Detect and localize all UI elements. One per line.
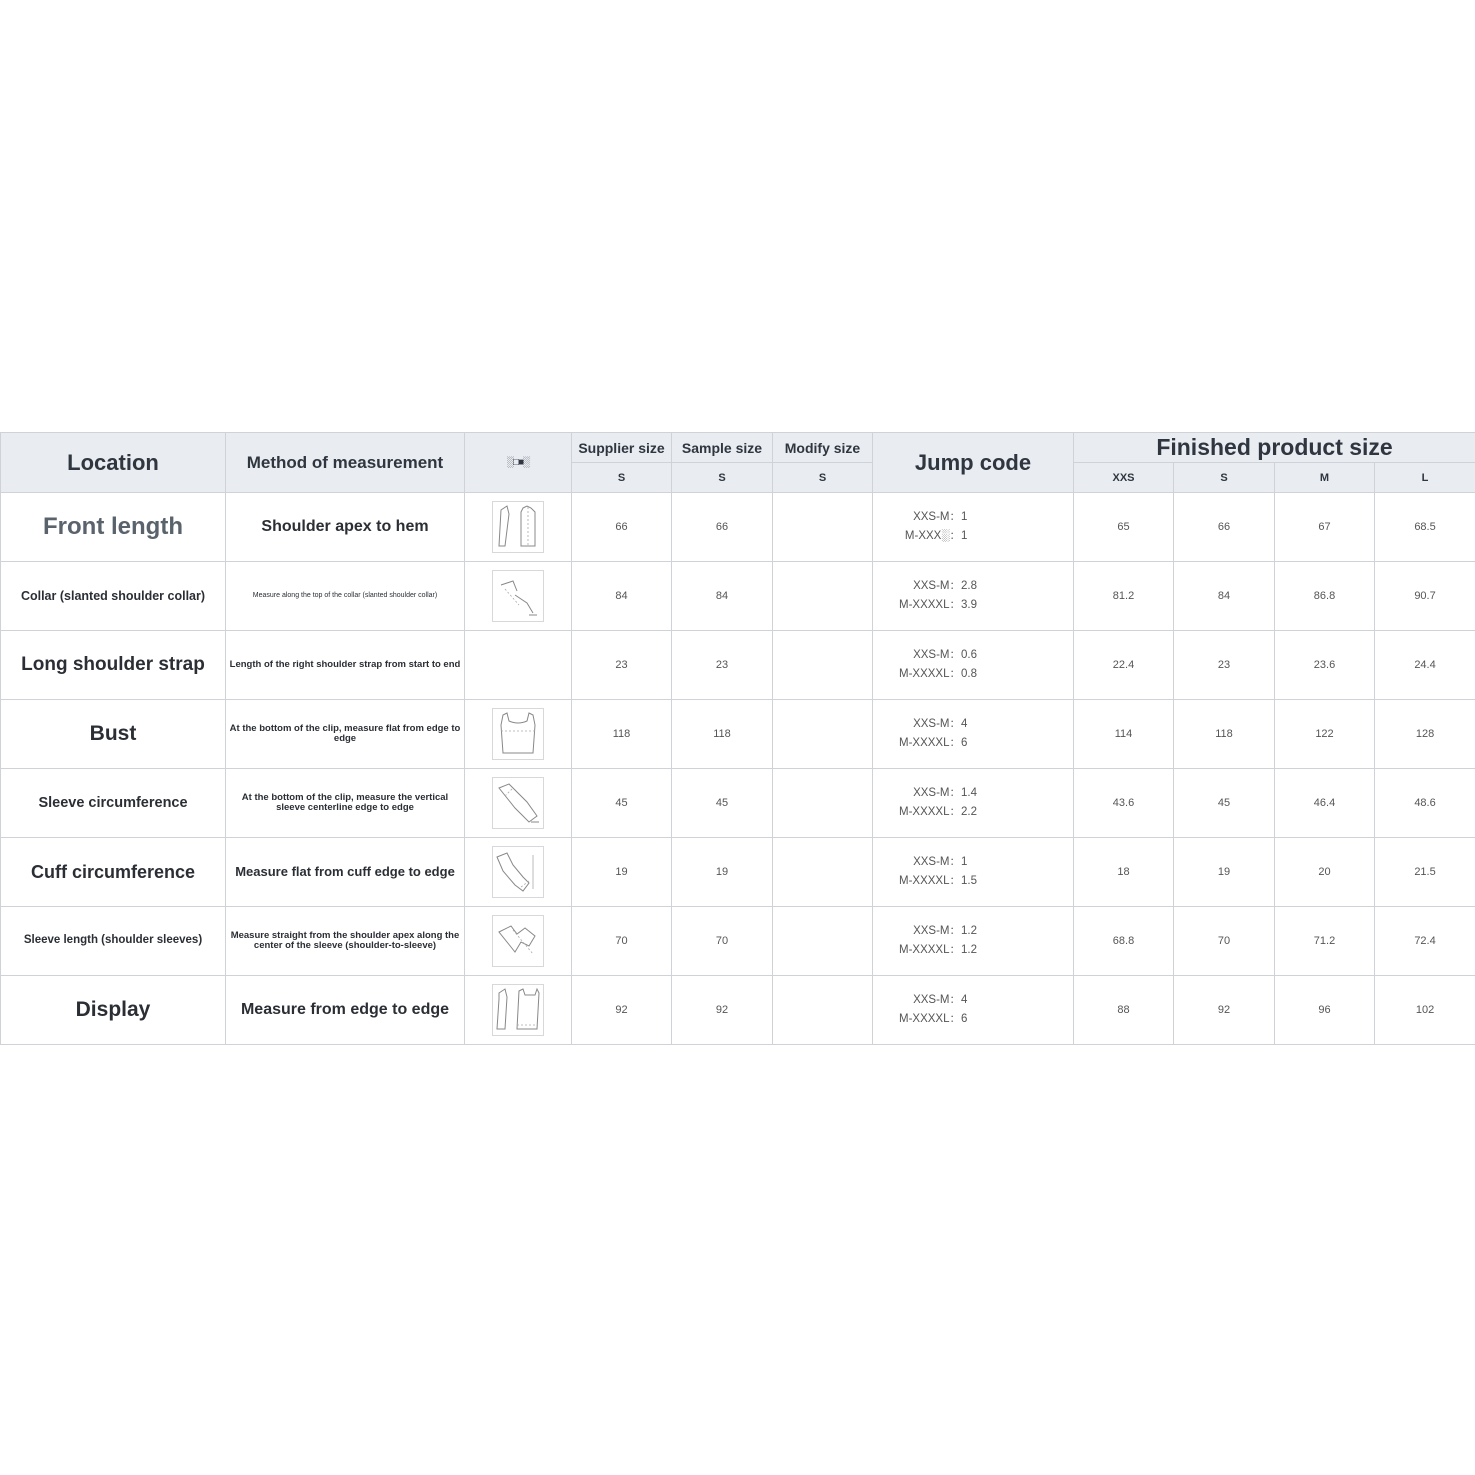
finished-s-cell: 45: [1174, 769, 1275, 838]
finished-xxs-cell: 43.6: [1074, 769, 1174, 838]
jump-code-cell: [873, 631, 1074, 700]
jump-m-xxxxl-label: M-XXXXL：: [899, 599, 961, 611]
method-cell: Shoulder apex to hem: [226, 493, 465, 562]
table-row: [1, 631, 1475, 700]
jump-xxs-m-label: XXS-M：: [913, 994, 961, 1006]
sleeve-length-sketch-icon: [492, 915, 544, 967]
supplier-size-cell: 19: [572, 838, 672, 907]
table-row: [1, 493, 1475, 562]
header-method: Method of measurement: [226, 433, 465, 493]
display-sketch-icon: [492, 984, 544, 1036]
sample-size-cell: 19: [672, 838, 773, 907]
table-row: [1, 907, 1475, 976]
header-supplier-size: Supplier size: [572, 433, 672, 463]
jump-xxs-m-value: 4: [961, 994, 968, 1006]
front-length-sketch-icon: [492, 501, 544, 553]
location-cell: Display: [1, 976, 226, 1045]
sample-size-cell: 66: [672, 493, 773, 562]
finished-m-cell: 86.8: [1275, 562, 1375, 631]
jump-m-xxxxl-label: M-XXXXL：: [899, 875, 961, 887]
method-cell: Measure straight from the shoulder apex along the center of the sleeve (shoulder-to-sleeve): [226, 907, 465, 976]
header-finished-product-size: Finished product size: [1074, 433, 1475, 463]
supplier-size-cell: 84: [572, 562, 672, 631]
modify-size-cell: [773, 907, 873, 976]
finished-xxs-cell: 22.4: [1074, 631, 1174, 700]
jump-m-xxxxl-value: 0.8: [961, 668, 977, 680]
finished-l-cell: 128: [1375, 700, 1475, 769]
modify-size-cell: [773, 700, 873, 769]
jump-xxs-m-value: 1: [961, 511, 968, 523]
finished-s-cell: 118: [1174, 700, 1275, 769]
finished-m-cell: 23.6: [1275, 631, 1375, 700]
finished-xxs-cell: 65: [1074, 493, 1174, 562]
table-row: [1, 562, 1475, 631]
sketch-cell: [465, 838, 572, 907]
jump-xxs-m-value: 2.8: [961, 580, 977, 592]
finished-l-cell: 68.5: [1375, 493, 1475, 562]
finished-l-cell: 102: [1375, 976, 1475, 1045]
finished-m-cell: 20: [1275, 838, 1375, 907]
sketch-cell: [465, 769, 572, 838]
finished-s-cell: 23: [1174, 631, 1275, 700]
jump-xxs-m-value: 1.4: [961, 787, 977, 799]
sketch-cell: [465, 493, 572, 562]
header-image: ░□■░: [465, 433, 572, 493]
header-jump-code: Jump code: [873, 433, 1074, 493]
jump-code-cell: [873, 493, 1074, 562]
jump-code-cell: [873, 838, 1074, 907]
jump-xxs-m-value: 1: [961, 856, 968, 868]
location-cell: Collar (slanted shoulder collar): [1, 562, 226, 631]
header-sample-sub: S: [672, 463, 773, 493]
sketch-cell: [465, 631, 572, 700]
sketch-cell: [465, 976, 572, 1045]
finished-l-cell: 90.7: [1375, 562, 1475, 631]
location-cell: Long shoulder strap: [1, 631, 226, 700]
finished-m-cell: 71.2: [1275, 907, 1375, 976]
table-row: [1, 700, 1475, 769]
jump-code-cell: [873, 976, 1074, 1045]
supplier-size-cell: 23: [572, 631, 672, 700]
method-cell: At the bottom of the clip, measure the vertical sleeve centerline edge to edge: [226, 769, 465, 838]
jump-m-xxxxl-label: M-XXXXL：: [899, 806, 961, 818]
header-sample-size: Sample size: [672, 433, 773, 463]
table-row: [1, 838, 1475, 907]
finished-xxs-cell: 114: [1074, 700, 1174, 769]
jump-xxs-m-label: XXS-M：: [913, 580, 961, 592]
finished-m-cell: 96: [1275, 976, 1375, 1045]
table-row: [1, 769, 1475, 838]
jump-xxs-m-value: 4: [961, 718, 968, 730]
jump-m-xxxxl-label: M-XXXXL：: [899, 1013, 961, 1025]
finished-l-cell: 24.4: [1375, 631, 1475, 700]
method-cell: Length of the right shoulder strap from start to end: [226, 631, 465, 700]
jump-m-xxxxl-value: 1.5: [961, 875, 977, 887]
method-cell: Measure from edge to edge: [226, 976, 465, 1045]
modify-size-cell: [773, 493, 873, 562]
jump-code-cell: [873, 769, 1074, 838]
modify-size-cell: [773, 631, 873, 700]
supplier-size-cell: 92: [572, 976, 672, 1045]
header-supplier-sub: S: [572, 463, 672, 493]
jump-m-xxxxl-value: 6: [961, 1013, 968, 1025]
finished-s-cell: 19: [1174, 838, 1275, 907]
jump-m-xxxxl-value: 1: [961, 530, 968, 542]
jump-xxs-m-value: 0.6: [961, 649, 977, 661]
modify-size-cell: [773, 769, 873, 838]
finished-l-cell: 72.4: [1375, 907, 1475, 976]
location-cell: Bust: [1, 700, 226, 769]
method-cell: Measure along the top of the collar (slanted shoulder collar): [226, 562, 465, 631]
supplier-size-cell: 66: [572, 493, 672, 562]
finished-m-cell: 67: [1275, 493, 1375, 562]
sketch-cell: [465, 700, 572, 769]
jump-code-cell: [873, 700, 1074, 769]
cuff-sketch-icon: [492, 846, 544, 898]
finished-xxs-cell: 68.8: [1074, 907, 1174, 976]
size-chart-table: [0, 432, 1475, 1045]
method-cell: Measure flat from cuff edge to edge: [226, 838, 465, 907]
jump-code-cell: [873, 562, 1074, 631]
jump-xxs-m-label: XXS-M：: [913, 856, 961, 868]
finished-xxs-cell: 88: [1074, 976, 1174, 1045]
finished-s-cell: 84: [1174, 562, 1275, 631]
sample-size-cell: 118: [672, 700, 773, 769]
method-cell: At the bottom of the clip, measure flat from edge to edge: [226, 700, 465, 769]
modify-size-cell: [773, 562, 873, 631]
jump-m-xxxxl-value: 2.2: [961, 806, 977, 818]
finished-s-cell: 66: [1174, 493, 1275, 562]
collar-sketch-icon: [492, 570, 544, 622]
finished-s-cell: 92: [1174, 976, 1275, 1045]
sample-size-cell: 92: [672, 976, 773, 1045]
location-cell: Sleeve circumference: [1, 769, 226, 838]
header-size-m: M: [1275, 463, 1375, 493]
jump-xxs-m-label: XXS-M：: [913, 787, 961, 799]
header-location: Location: [1, 433, 226, 493]
jump-m-xxxxl-label: M-XXX░：: [904, 530, 961, 542]
jump-xxs-m-label: XXS-M：: [913, 649, 961, 661]
modify-size-cell: [773, 976, 873, 1045]
header-size-xxs: XXS: [1074, 463, 1174, 493]
jump-m-xxxxl-value: 1.2: [961, 944, 977, 956]
finished-xxs-cell: 81.2: [1074, 562, 1174, 631]
sample-size-cell: 84: [672, 562, 773, 631]
header-size-s: S: [1174, 463, 1275, 493]
header-modify-size: Modify size: [773, 433, 873, 463]
jump-xxs-m-label: XXS-M：: [913, 925, 961, 937]
sketch-cell: [465, 907, 572, 976]
jump-m-xxxxl-label: M-XXXXL：: [899, 668, 961, 680]
finished-l-cell: 21.5: [1375, 838, 1475, 907]
sample-size-cell: 45: [672, 769, 773, 838]
header-size-l: L: [1375, 463, 1475, 493]
finished-xxs-cell: 18: [1074, 838, 1174, 907]
bust-sketch-icon: [492, 708, 544, 760]
finished-m-cell: 46.4: [1275, 769, 1375, 838]
supplier-size-cell: 45: [572, 769, 672, 838]
jump-m-xxxxl-label: M-XXXXL：: [899, 944, 961, 956]
jump-m-xxxxl-value: 3.9: [961, 599, 977, 611]
location-cell: Cuff circumference: [1, 838, 226, 907]
table-row: [1, 976, 1475, 1045]
supplier-size-cell: 70: [572, 907, 672, 976]
finished-l-cell: 48.6: [1375, 769, 1475, 838]
finished-s-cell: 70: [1174, 907, 1275, 976]
jump-m-xxxxl-label: M-XXXXL：: [899, 737, 961, 749]
sample-size-cell: 23: [672, 631, 773, 700]
jump-xxs-m-label: XXS-M：: [913, 511, 961, 523]
sleeve-circumference-sketch-icon: [492, 777, 544, 829]
sketch-cell: [465, 562, 572, 631]
location-cell: Sleeve length (shoulder sleeves): [1, 907, 226, 976]
jump-xxs-m-value: 1.2: [961, 925, 977, 937]
jump-m-xxxxl-value: 6: [961, 737, 968, 749]
jump-code-cell: [873, 907, 1074, 976]
sample-size-cell: 70: [672, 907, 773, 976]
supplier-size-cell: 118: [572, 700, 672, 769]
location-cell: Front length: [1, 493, 226, 562]
jump-xxs-m-label: XXS-M：: [913, 718, 961, 730]
finished-m-cell: 122: [1275, 700, 1375, 769]
modify-size-cell: [773, 838, 873, 907]
header-modify-sub: S: [773, 463, 873, 493]
